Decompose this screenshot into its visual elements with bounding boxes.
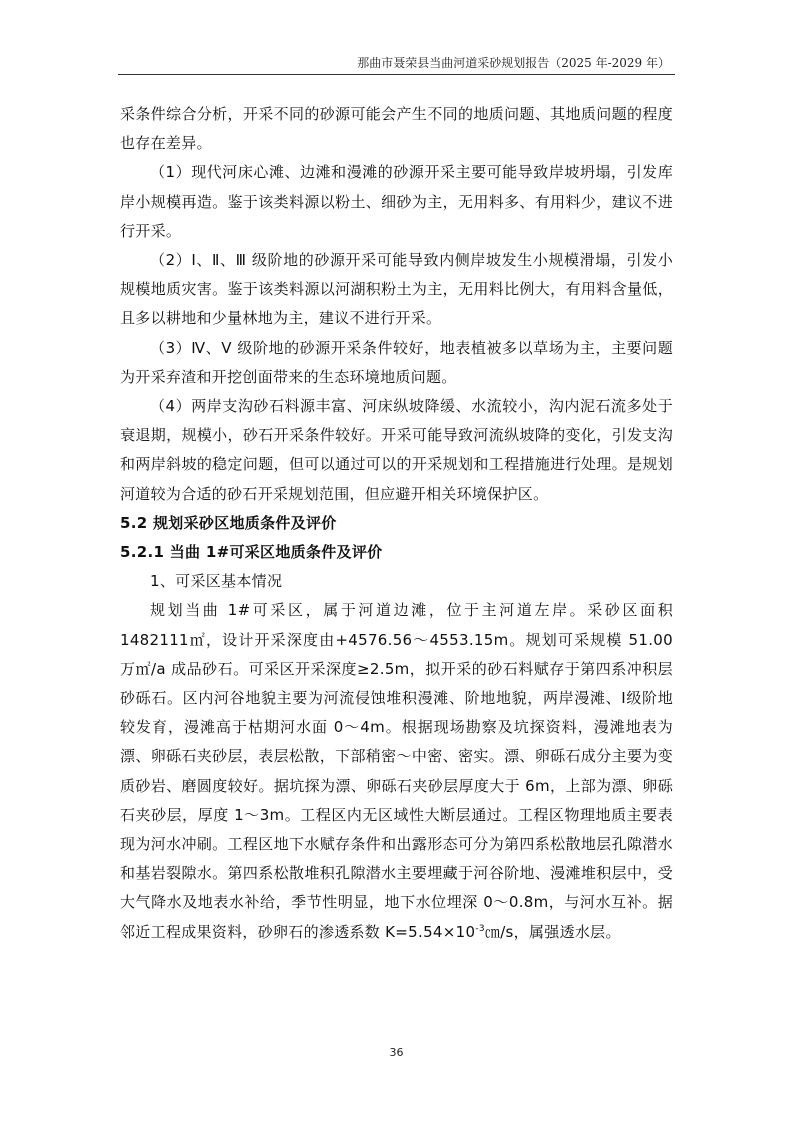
main-paragraph — [120, 596, 673, 946]
intro-paragraph: 采条件综合分析，开采不同的砂源可能会产生不同的地质问题、其地质问题的程度也存在差异。 — [120, 105, 673, 153]
main-paragraph-end: ㎝/s，属强透水层。 — [484, 922, 621, 941]
exponent: -3 — [475, 923, 485, 934]
header-title: 那曲市聂荣县当曲河道采砂规划报告（2025 年-2029 年） — [357, 56, 670, 70]
list-item-1: （1）现代河床心滩、边滩和漫滩的砂源开采主要可能导致岸坡坍塌，引发库岸小规模再造。鉴于该类料源以粉土、细砂为主，无用料多、有用料少，建议不进行开采。 — [120, 163, 673, 240]
header-divider — [118, 74, 675, 75]
list-item-2: （2）Ⅰ、Ⅱ、Ⅲ 级阶地的砂源开采可能导致内侧岸坡发生小规模滑塌，引发小规模地质灾害。鉴于该类料源以河湖积粉土为主，无用料比例大，有用料含量低，且多以耕地和少量林地为主，建议不进行开采。 — [120, 251, 673, 328]
main-paragraph-body: ㎡，设计开采深度由+4576.56～4553.15m。规划可采规模 51.00 万㎡/a 成品砂石。可采区开采深度≥2.5m，拟开采的砂石料赋存于第四系冲积层砂砾石。区内河谷地貌主要为河流侵蚀堆积漫滩、阶地地貌，两岸漫滩、Ⅰ级阶地较发育，漫滩高于枯期河水面 0～4m。根据现场勘察及坑探资料，漫滩地表为漂、卵砾石夹砂层，表层松散，下部稍密～中密、密实。漂、卵砾石成分主要为变质砂岩、磨圆度较好。据坑探为漂、卵砾石夹砂层厚度大于 6m，上部为漂、卵砾石夹砂层，厚度 1～3m。工程区内无区域性大断层通过。工程区物理地质主要表现为河水冲刷。工程区地下水赋存条件和出露形态可分为第四系松散地层孔隙潜水和基岩裂隙水。第四系松散堆积孔隙潜水主要埋藏于河谷阶地、漫滩堆积层中，受大气降水及地表水补给，季节性明显，地下水位埋深 0～0.8m，与河水互补。据邻近工程成果资料，砂卵石的渗透系数 K=5.54×10 — [120, 630, 673, 941]
section-heading-5-2-1: 5.2.1 当曲 1#可采区地质条件及评价 — [120, 543, 383, 562]
section-heading-5-2: 5.2 规划采砂区地质条件及评价 — [120, 513, 337, 532]
document-body — [120, 100, 673, 947]
list-item-3: （3）Ⅳ、Ⅴ 级阶地的砂源开采条件较好，地表植被多以草场为主，主要问题为开采弃渣和开挖创面带来的生态环境地质问题。 — [120, 338, 673, 386]
subheading-basic-info: 1、可采区基本情况 — [150, 572, 283, 591]
main-paragraph-line-1: 规划当曲 1#可采区，属于河道边滩，位于主河道左岸。采砂区面积 1482111 — [120, 601, 673, 649]
page-number: 36 — [389, 1046, 404, 1059]
list-item-4: （4）两岸支沟砂石料源丰富、河床纵坡降缓、水流较小，沟内泥石流多处于衰退期，规模小，砂石开采条件较好。开采可能导致河流纵坡降的变化，引发支沟和两岸斜坡的稳定问题，但可以通过可以的开采规划和工程措施进行处理。是规划河道较为合适的砂石开采规划范围，但应避开相关环境保护区。 — [120, 397, 673, 503]
